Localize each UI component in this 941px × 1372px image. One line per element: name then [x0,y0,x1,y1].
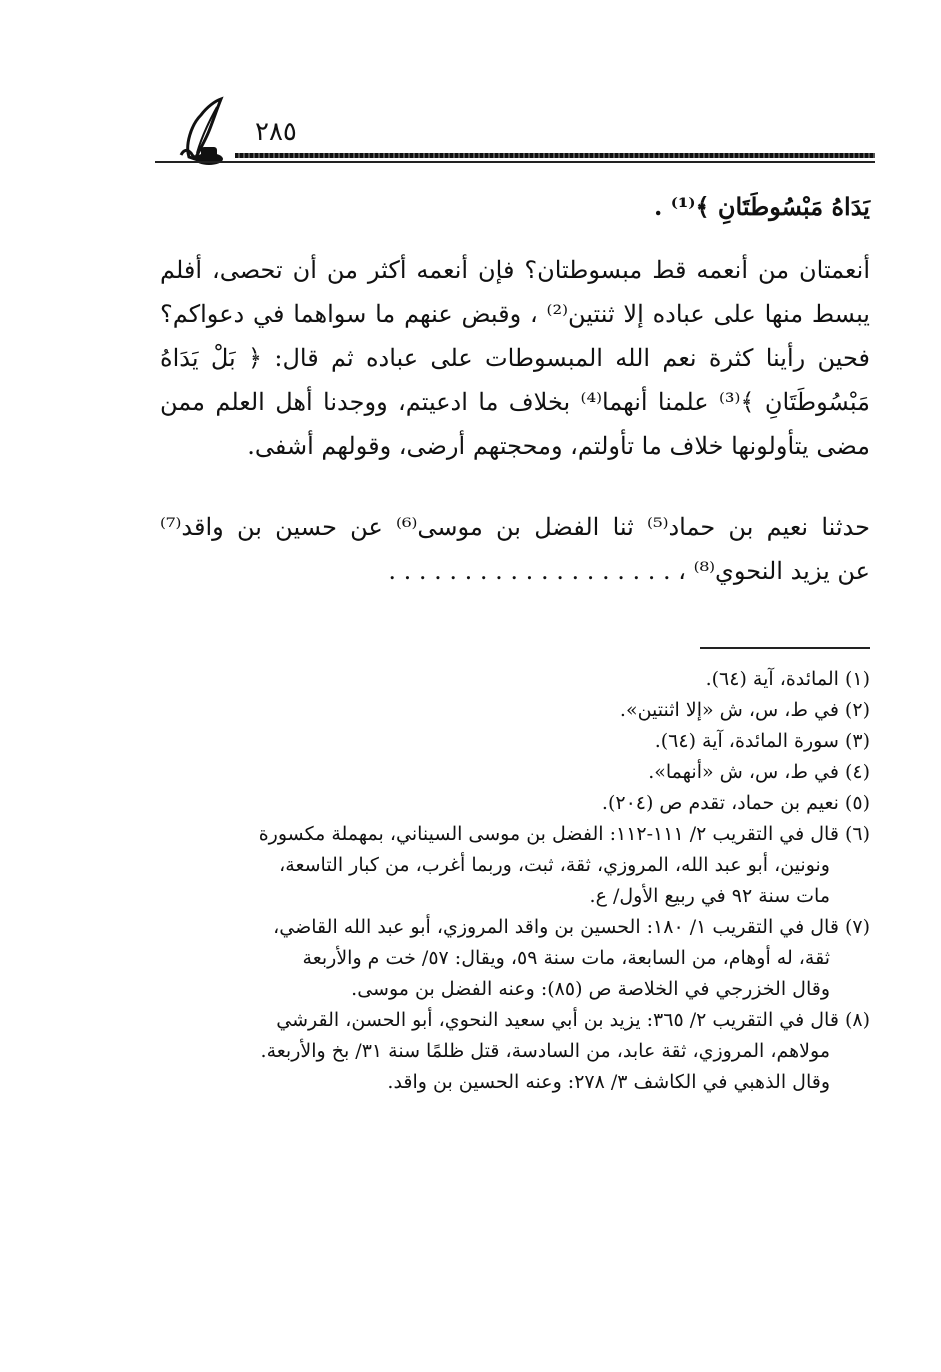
text-line: فحين رأينا كثرة نعم الله المبسوطات على عباده ثم قال: ﴿ بَلْ يَدَاهُ [160,344,870,372]
header-rule-thin [155,161,875,163]
footnote-line: ثقة، له أوهام، من السابعة، مات سنة ٥٩، ويقال: ٥٧/ خت م والأربعة [302,947,830,969]
footnote [160,726,870,757]
text-line: مضى يتأولونها خلاف ما تأولتم، ومحجتهم أرضى، وقولهم أشفى. [247,432,870,460]
footnote-line: مات سنة ٩٢ في ربيع الأول/ ع. [589,885,830,907]
text-line: مَبْسُوطَتَانِ ﴾⁽³⁾ علمنا أنهما⁽⁴⁾ بخلاف ما ادعيتم، ووجدنا أهل العلم ممن [160,388,871,416]
footnote [160,664,870,695]
footnote [160,788,870,819]
footnote-line: وقال الخزرجي في الخلاصة ص (٨٥): وعنه الفضل بن موسى. [351,978,830,1000]
text-line: أنعمتان من أنعمه قط مبسوطتان؟ فإن أنعمه أكثر من أن تحصى، أفلم [160,256,870,284]
text-line: عن يزيد النحوي⁽⁸⁾ ، . . . . . . . . . . . . . . . . . . . [388,557,870,585]
footnote [160,757,870,788]
paragraph-1 [160,248,870,468]
paragraph-2 [160,505,870,593]
footnote [160,1005,870,1098]
footnotes [160,664,870,1098]
header-rule [235,153,875,158]
footnote-line: (٧) قال في التقريب ١/ ١٨٠: الحسين بن واقد المروزي، أبو عبد الله القاضي، [273,916,870,938]
footnote [160,695,870,726]
footnote [160,819,870,912]
footnote-line: ونونين، أبو عبد الله، المروزي، ثقة، ثبت، وربما أغرب، من كبار التاسعة، [279,854,830,876]
verse-line: يَدَاهُ مَبْسُوطَتَانِ ﴾⁽¹⁾ . [653,192,870,221]
footnote-line: (٨) قال في التقريب ٢/ ٣٦٥: يزيد بن أبي سعيد النحوي، أبو الحسن، القرشي [276,1009,870,1031]
page-header [155,95,875,175]
footnote-line: (١) المائدة، آية (٦٤). [705,668,870,690]
footnote-line: (٢) في ط، س، ش «إلا اثنتين». [619,699,870,721]
page-number: ٢٨٥ [255,117,297,147]
footnote-line: وقال الذهبي في الكاشف ٣/ ٢٧٨: وعنه الحسين بن واقد. [387,1071,830,1093]
footnote-line: (٤) في ط، س، ش «أنهما». [648,761,870,783]
footnote-separator [700,647,870,649]
footnote-line: (٣) سورة المائدة، آية (٦٤). [654,730,870,752]
text-line: يبسط منها على عباده إلا ثنتين⁽²⁾ ، وقبض عنهم ما سواهما في دعواكم؟ [160,300,870,328]
footnote-line: مولاهم، المروزي، ثقة عابد، من السادسة، قتل ظلمًا سنة ٣١/ بخ والأربعة. [260,1040,830,1062]
text-line: حدثنا نعيم بن حماد⁽⁵⁾ ثنا الفضل بن موسى⁽⁶⁾ عن حسين بن واقد⁽⁷⁾ [160,513,870,541]
footnote-line: (٥) نعيم بن حماد، تقدم ص (٢٠٤). [601,792,870,814]
footnote [160,912,870,1005]
footnote-line: (٦) قال في التقريب ٢/ ١١١-١١٢: الفضل بن موسى السيناني، بمهملة مكسورة [258,823,870,845]
quill-inkwell-icon [175,95,235,167]
verse-continuation [160,185,870,229]
